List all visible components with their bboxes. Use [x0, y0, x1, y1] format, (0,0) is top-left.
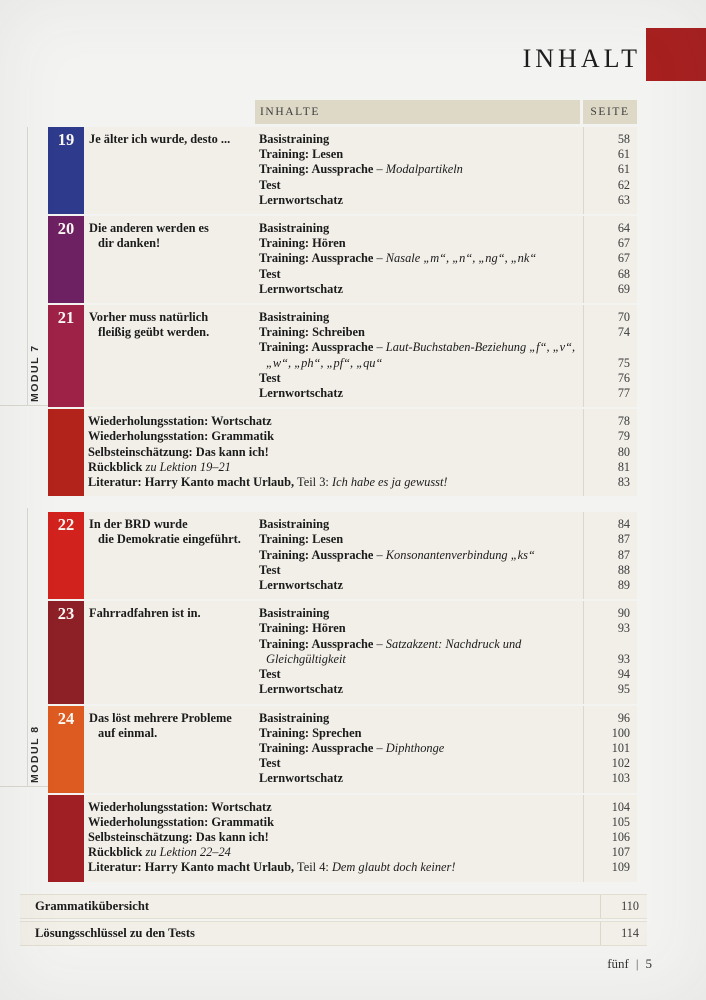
content-bold-text: Training: Lesen	[259, 532, 344, 547]
content-bold-text: Literatur: Harry Kanto macht Urlaub,	[88, 860, 295, 875]
content-bold-text: Training: Aussprache	[259, 340, 374, 355]
content-bold-text: Selbsteinschätzung: Das kann ich!	[88, 829, 269, 844]
lesson-title-line: fleißig geübt werden.	[98, 325, 210, 340]
lesson-title	[84, 127, 255, 214]
content-bold-text: Training: Lesen	[259, 147, 344, 162]
content-bold-text: Test	[259, 370, 281, 385]
appendix-row	[20, 894, 647, 919]
module8-bracket-line	[27, 508, 28, 786]
lesson-row	[48, 127, 637, 214]
content-line	[259, 282, 583, 297]
page-number: 76	[617, 370, 630, 385]
content-line	[259, 221, 583, 236]
content-regular-text: –	[373, 162, 386, 177]
lesson-row	[48, 216, 637, 303]
content-bold-text: Lernwortschatz	[259, 682, 343, 697]
lesson-title-line: Je älter ich wurde, desto ...	[89, 132, 231, 146]
content-bold-text: Basistraining	[259, 132, 330, 146]
page-number: 100	[611, 725, 630, 740]
content-bold-text: Training: Aussprache	[259, 740, 374, 755]
content-regular-text: Teil 3:	[294, 475, 332, 490]
content-bold-text: Training: Aussprache	[259, 636, 374, 651]
page-number: 90	[617, 606, 630, 621]
content-line	[88, 845, 583, 860]
content-line	[259, 310, 583, 325]
content-italic-text: Diphthonge	[385, 740, 445, 755]
page-number: 87	[617, 547, 630, 562]
content-bold-text: Lernwortschatz	[259, 386, 343, 401]
content-italic-text: Satzakzent: Nachdruck und	[385, 636, 522, 651]
module7-bracket-line	[0, 405, 48, 406]
content-line	[259, 741, 583, 756]
page-number: 83	[617, 475, 630, 490]
page-number: 102	[611, 756, 630, 771]
content-regular-text: Teil 4:	[294, 860, 332, 875]
content-bold-text: Lernwortschatz	[259, 578, 343, 593]
content-line	[88, 445, 583, 460]
content-bold-text: Wiederholungsstation: Wortschatz	[88, 414, 272, 429]
content-bold-text: Basistraining	[259, 710, 330, 725]
toc-table	[48, 127, 637, 884]
content-bold-text: Selbsteinschätzung: Das kann ich!	[88, 444, 269, 459]
contents-column	[255, 512, 583, 599]
content-line	[259, 621, 583, 636]
content-bold-text: Wiederholungsstation: Grammatik	[88, 429, 274, 444]
contents-column	[255, 601, 583, 703]
content-bold-text: Wiederholungsstation: Grammatik	[88, 814, 274, 829]
page-number: 106	[611, 829, 630, 844]
page-number: 64	[617, 221, 630, 236]
content-line	[259, 193, 583, 208]
content-line	[259, 606, 583, 621]
lesson-row	[48, 601, 637, 703]
content-line	[88, 475, 583, 490]
lesson-number: 23	[48, 601, 84, 703]
footer-separator: |	[635, 956, 639, 971]
content-line	[259, 771, 583, 786]
lesson-title-line: auf einmal.	[98, 725, 158, 740]
content-line	[259, 251, 583, 266]
page-number: 78	[617, 414, 630, 429]
content-italic-text: zu Lektion 19–21	[142, 459, 231, 474]
page-number: 81	[617, 459, 630, 474]
content-line	[259, 178, 583, 193]
lesson-row	[48, 706, 637, 793]
content-line	[88, 830, 583, 845]
content-italic-text: Nasale „m“, „n“, „ng“, „nk“	[385, 251, 537, 266]
content-italic-text: Konsonantenverbindung „ks“	[385, 547, 535, 562]
lesson-number: 19	[48, 127, 84, 214]
contents-column	[84, 795, 583, 882]
content-regular-text: –	[373, 740, 386, 755]
content-line	[88, 800, 583, 815]
content-bold-text: Test	[259, 756, 281, 771]
page-number: 77	[617, 386, 630, 401]
page-numbers-column	[583, 512, 637, 599]
lesson-title	[84, 305, 255, 407]
content-bold-text: Literatur: Harry Kanto macht Urlaub,	[88, 475, 295, 490]
content-bold-text: Test	[259, 667, 281, 682]
page-numbers-column	[583, 795, 637, 882]
appendix-row	[20, 921, 647, 946]
content-bold-text: Training: Hören	[259, 236, 346, 251]
page-number: 74	[617, 325, 630, 340]
column-header-contents: INHALTE	[255, 100, 580, 124]
content-line	[259, 267, 583, 282]
page-number: 63	[617, 192, 630, 207]
content-bold-text: Basistraining	[259, 310, 330, 325]
lesson-number: 22	[48, 512, 84, 599]
content-bold-text: Training: Schreiben	[259, 325, 365, 340]
content-line	[259, 548, 583, 563]
content-line	[259, 371, 583, 386]
content-regular-text: –	[373, 636, 386, 651]
page-title: INHALT	[522, 44, 641, 73]
content-regular-text: –	[373, 251, 386, 266]
content-bold-text: Wiederholungsstation: Wortschatz	[88, 799, 272, 814]
lesson-number: 24	[48, 706, 84, 793]
page-number: 68	[617, 266, 630, 281]
content-bold-text: Rückblick	[88, 845, 143, 860]
page-number: 89	[617, 578, 630, 593]
module7-label: MODUL 7	[29, 344, 41, 402]
content-line	[259, 236, 583, 251]
page-numbers-column	[583, 127, 637, 214]
page-numbers-column	[583, 601, 637, 703]
content-line	[259, 711, 583, 726]
content-bold-text: Lernwortschatz	[259, 771, 343, 786]
page-number: 88	[617, 562, 630, 577]
contents-column	[255, 706, 583, 793]
lesson-row	[48, 512, 637, 599]
lesson-title	[84, 601, 255, 703]
content-italic-text: Laut-Buchstaben-Beziehung „f“, „v“,	[385, 340, 576, 355]
lesson-number: 21	[48, 305, 84, 407]
content-bold-text: Test	[259, 562, 281, 577]
page-number	[584, 340, 630, 355]
content-bold-text: Training: Aussprache	[259, 162, 374, 177]
page-number: 84	[617, 517, 630, 532]
content-bold-text: Rückblick	[88, 459, 143, 474]
column-header-page: SEITE	[583, 100, 637, 124]
lesson-title	[84, 216, 255, 303]
content-italic-text: Gleichgültigkeit	[266, 651, 346, 666]
page-numbers-column	[583, 706, 637, 793]
content-line	[259, 652, 583, 667]
review-row	[48, 795, 637, 882]
page-number: 75	[617, 355, 630, 370]
review-color-block	[48, 795, 84, 882]
page-number: 105	[611, 814, 630, 829]
content-line	[88, 860, 583, 875]
page-number: 114	[600, 922, 647, 945]
table-header	[255, 100, 637, 124]
page-number: 67	[617, 236, 630, 251]
page-number: 93	[617, 651, 630, 666]
page-number: 79	[617, 429, 630, 444]
content-line	[259, 132, 583, 147]
content-bold-text: Test	[259, 177, 281, 192]
page-number: 69	[617, 281, 630, 296]
page-number	[584, 637, 630, 652]
appendix-rows	[20, 894, 647, 948]
content-line	[88, 429, 583, 444]
lesson-title-line: Fahrradfahren ist in.	[89, 606, 201, 621]
page-number: 80	[617, 444, 630, 459]
content-line	[259, 667, 583, 682]
module7-bracket-line	[27, 127, 28, 405]
content-bold-text: Basistraining	[259, 221, 330, 236]
content-line	[259, 386, 583, 401]
content-line	[259, 162, 583, 177]
content-italic-text: Dem glaubt doch keiner!	[331, 860, 456, 875]
content-line	[259, 682, 583, 697]
content-line	[88, 414, 583, 429]
content-italic-text: „w“, „ph“, „pf“, „qu“	[266, 355, 383, 370]
contents-column	[255, 127, 583, 214]
content-line	[259, 532, 583, 547]
page-number: 109	[611, 860, 630, 875]
content-line	[259, 726, 583, 741]
lesson-title-line: In der BRD wurde	[89, 517, 188, 532]
page-number: 67	[617, 251, 630, 266]
lesson-number: 20	[48, 216, 84, 303]
content-italic-text: zu Lektion 22–24	[142, 845, 231, 860]
module8-label: MODUL 8	[29, 725, 41, 783]
page-number: 93	[617, 621, 630, 636]
page-number: 104	[611, 799, 630, 814]
page-number: 62	[617, 177, 630, 192]
page-number: 61	[617, 162, 630, 177]
footer-page-indicator	[607, 956, 652, 972]
page-number: 58	[617, 132, 630, 146]
footer-page-word: fünf	[607, 956, 629, 971]
footer-page-number: 5	[645, 956, 652, 971]
appendix-label: Lösungsschlüssel zu den Tests	[35, 926, 195, 940]
content-bold-text: Training: Aussprache	[259, 251, 374, 266]
content-line	[259, 147, 583, 162]
appendix-label: Grammatikübersicht	[35, 899, 150, 913]
content-line	[88, 815, 583, 830]
page-number: 101	[611, 740, 630, 755]
contents-column	[255, 216, 583, 303]
content-italic-text: Ich habe es ja gewusst!	[331, 475, 448, 490]
content-bold-text: Training: Sprechen	[259, 725, 362, 740]
content-bold-text: Training: Hören	[259, 621, 346, 636]
lesson-title-line: Die anderen werden es	[89, 221, 209, 236]
content-bold-text: Basistraining	[259, 606, 330, 621]
content-line	[259, 756, 583, 771]
contents-column	[255, 305, 583, 407]
page-numbers-column	[583, 216, 637, 303]
page-number: 87	[617, 532, 630, 547]
module8-bracket-line	[0, 786, 48, 787]
lesson-title-line: die Demokratie eingeführt.	[98, 532, 241, 547]
content-bold-text: Lernwortschatz	[259, 192, 343, 207]
content-line	[259, 563, 583, 578]
review-color-block	[48, 409, 84, 496]
lesson-title-line: dir danken!	[98, 236, 161, 251]
page-number: 70	[617, 310, 630, 325]
content-line	[259, 356, 583, 371]
lesson-title-line: Vorher muss natürlich	[89, 310, 209, 325]
corner-accent-block	[646, 28, 706, 81]
content-bold-text: Training: Aussprache	[259, 547, 374, 562]
page-number: 107	[611, 845, 630, 860]
page-number: 95	[617, 682, 630, 697]
content-bold-text: Test	[259, 266, 281, 281]
lesson-title-line: Das löst mehrere Probleme	[89, 710, 232, 725]
content-line	[259, 578, 583, 593]
page-number: 96	[617, 710, 630, 725]
page-number: 110	[600, 895, 647, 918]
review-row	[48, 409, 637, 496]
content-line	[88, 460, 583, 475]
content-line	[259, 340, 583, 355]
content-regular-text: –	[373, 340, 386, 355]
content-bold-text: Lernwortschatz	[259, 281, 343, 296]
lesson-title	[84, 706, 255, 793]
page-number: 103	[611, 771, 630, 786]
content-line	[259, 517, 583, 532]
content-regular-text: –	[373, 547, 386, 562]
lesson-row	[48, 305, 637, 407]
lesson-title	[84, 512, 255, 599]
contents-column	[84, 409, 583, 496]
page-numbers-column	[583, 305, 637, 407]
content-italic-text: Modalpartikeln	[385, 162, 463, 177]
page-number: 61	[617, 147, 630, 162]
content-bold-text: Basistraining	[259, 517, 330, 532]
content-line	[259, 325, 583, 340]
content-line	[259, 637, 583, 652]
page-number: 94	[617, 667, 630, 682]
page-numbers-column	[583, 409, 637, 496]
